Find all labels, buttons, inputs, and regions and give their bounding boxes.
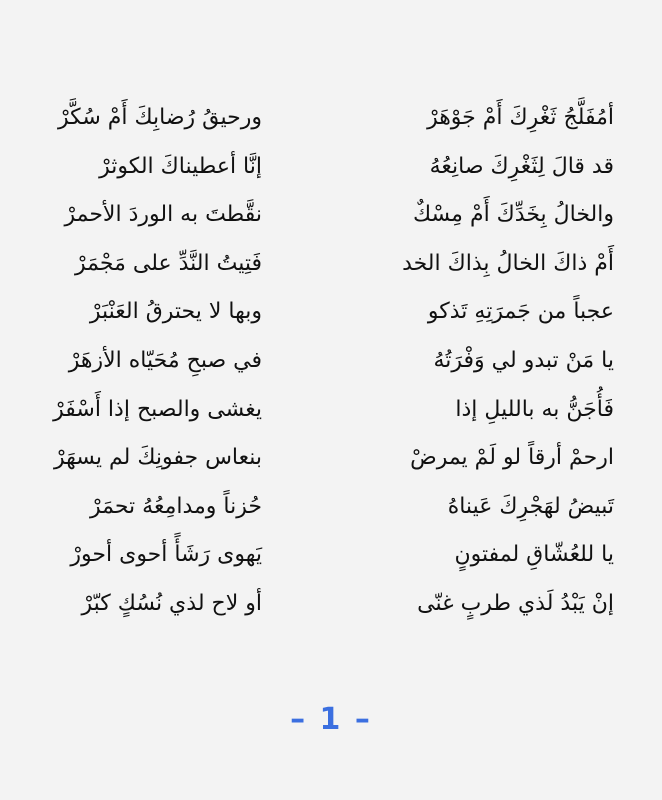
verse-first-hemistich: عجباً من جَمرَتِهِ تَذكو xyxy=(427,299,614,325)
verse-first-hemistich: فَأُجَنُّ به بالليلِ إذا xyxy=(455,396,614,422)
verse-first-hemistich: تَبيضُ لهَجْرِكَ عَيناهُ xyxy=(447,493,614,519)
verse-first-hemistich: قد قالَ لِثَغْرِكَ صانِعُهُ xyxy=(429,153,614,179)
verse-second-hemistich: بنعاس جفونِكَ لم يسهَرْ xyxy=(53,445,262,471)
verse xyxy=(0,489,662,538)
verse-second-hemistich: إنَّا أعطيناكَ الكوثرْ xyxy=(99,153,262,179)
verse xyxy=(0,197,662,246)
verse xyxy=(0,586,662,635)
verse-first-hemistich: يا للعُشّاقِ لمفتونٍ xyxy=(454,542,614,568)
verse xyxy=(0,343,662,392)
verse-second-hemistich: يغشى والصبح إذا أَسْفَرْ xyxy=(53,396,262,422)
verse-second-hemistich: نقَّطتَ به الوردَ الأحمرْ xyxy=(64,202,262,228)
verse-second-hemistich: فَتِيتُ النَّدِّ على مَجْمَرْ xyxy=(75,250,262,276)
verse-second-hemistich: يَهوى رَشَأً أحوى أحورْ xyxy=(70,542,262,568)
verse-first-hemistich: أمُفَلَّجُ ثَغْرِكَ أَمْ جَوْهَرْ xyxy=(427,105,614,130)
poem xyxy=(0,100,662,635)
verse-second-hemistich: وبها لا يحترقُ العَنْبَرْ xyxy=(89,299,262,325)
verse-first-hemistich: يا مَنْ تبدو لي وَفْرَتُهُ xyxy=(433,347,614,373)
verse xyxy=(0,246,662,295)
verse-first-hemistich: أَمْ ذاكَ الخالُ بِذاكَ الخد xyxy=(402,250,614,276)
verse-second-hemistich: في صبحِ مُحَيّاه الأزهَرْ xyxy=(68,347,262,373)
verse xyxy=(0,537,662,586)
verse-second-hemistich: ورحيقُ رُضابِكَ أَمْ سُكَّرْ xyxy=(58,105,262,130)
verse xyxy=(0,294,662,343)
verse-first-hemistich: إنْ يَبْدُ لَذي طربٍ غنّى xyxy=(417,590,614,616)
verse xyxy=(0,392,662,441)
verse-first-hemistich: والخالُ بِخَدِّكَ أَمْ مِسْكٌ xyxy=(413,202,614,228)
verse xyxy=(0,440,662,489)
verse-first-hemistich: ارحمْ أرقاً لو لَمْ يمرضْ xyxy=(410,445,614,471)
verse xyxy=(0,100,662,149)
verse-second-hemistich: أو لاح لذي نُسُكٍ كبّرْ xyxy=(81,590,262,616)
verse xyxy=(0,149,662,198)
verse-second-hemistich: حُزناً ومدامِعُهُ تحمَرْ xyxy=(90,493,262,519)
page-number: – 1 – xyxy=(290,702,372,737)
